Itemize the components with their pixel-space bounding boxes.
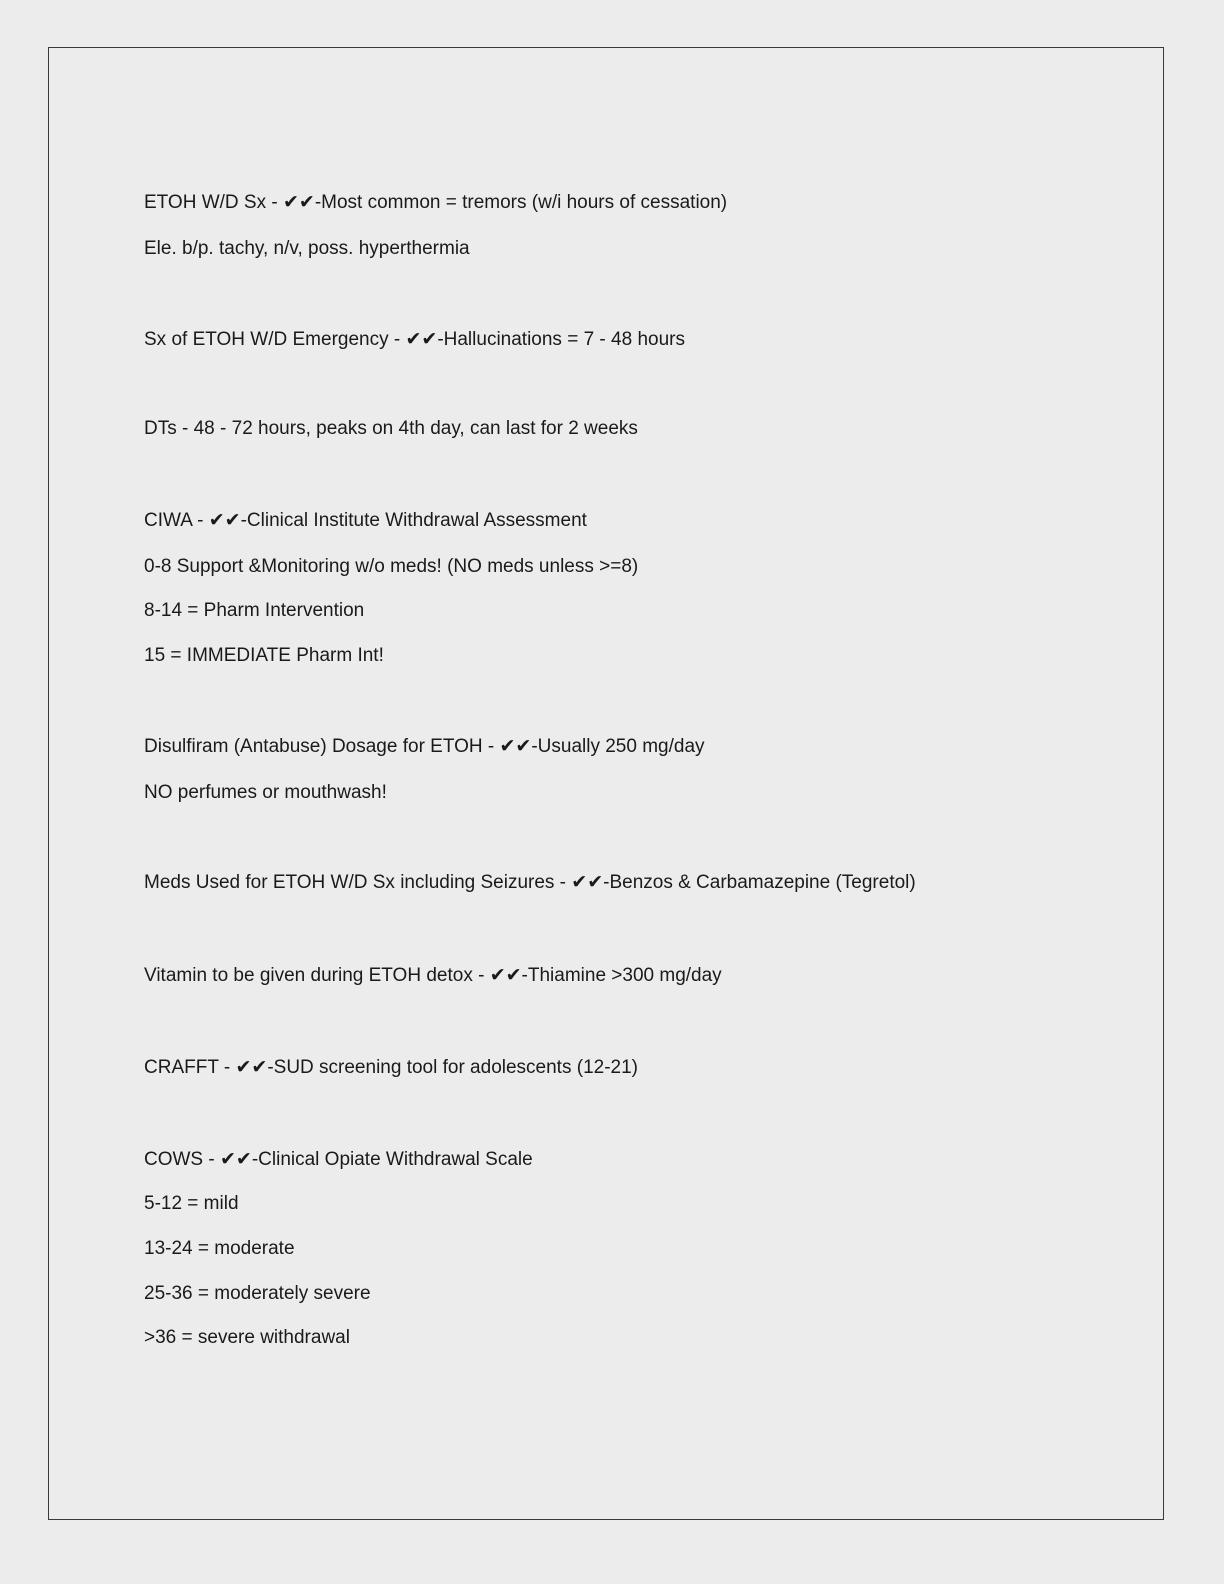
ciwa-range-15: 15 = IMMEDIATE Pharm Int! [144,645,384,666]
disulfiram-line: Disulfiram (Antabuse) Dosage for ETOH - ✔✔-Usually 250 mg/day [144,736,705,757]
cows-range-moderate: 13-24 = moderate [144,1238,295,1259]
meds-seizures-line: Meds Used for ETOH W/D Sx including Seizures - ✔✔-Benzos & Carbamazepine (Tegretol) [144,872,916,893]
disulfiram-note: NO perfumes or mouthwash! [144,782,387,803]
etoh-emergency-line: Sx of ETOH W/D Emergency - ✔✔-Hallucinations = 7 - 48 hours [144,329,685,350]
cows-line: COWS - ✔✔-Clinical Opiate Withdrawal Scale [144,1149,533,1170]
etoh-wd-sx-line: ETOH W/D Sx - ✔✔-Most common = tremors (w/i hours of cessation) [144,192,728,213]
ciwa-range-8-14: 8-14 = Pharm Intervention [144,600,365,621]
cows-range-mild: 5-12 = mild [144,1193,239,1214]
ciwa-line: CIWA - ✔✔-Clinical Institute Withdrawal Assessment [144,510,587,531]
dts-line: DTs - 48 - 72 hours, peaks on 4th day, can last for 2 weeks [144,418,638,439]
crafft-line: CRAFFT - ✔✔-SUD screening tool for adolescents (12-21) [144,1057,638,1078]
ciwa-range-0-8: 0-8 Support &Monitoring w/o meds! (NO meds unless >=8) [144,556,639,577]
cows-range-severe: >36 = severe withdrawal [144,1327,350,1348]
etoh-wd-sx-detail: Ele. b/p. tachy, n/v, poss. hyperthermia [144,238,470,259]
cows-range-moderately-severe: 25-36 = moderately severe [144,1283,371,1304]
vitamin-line: Vitamin to be given during ETOH detox - ✔✔-Thiamine >300 mg/day [144,965,722,986]
